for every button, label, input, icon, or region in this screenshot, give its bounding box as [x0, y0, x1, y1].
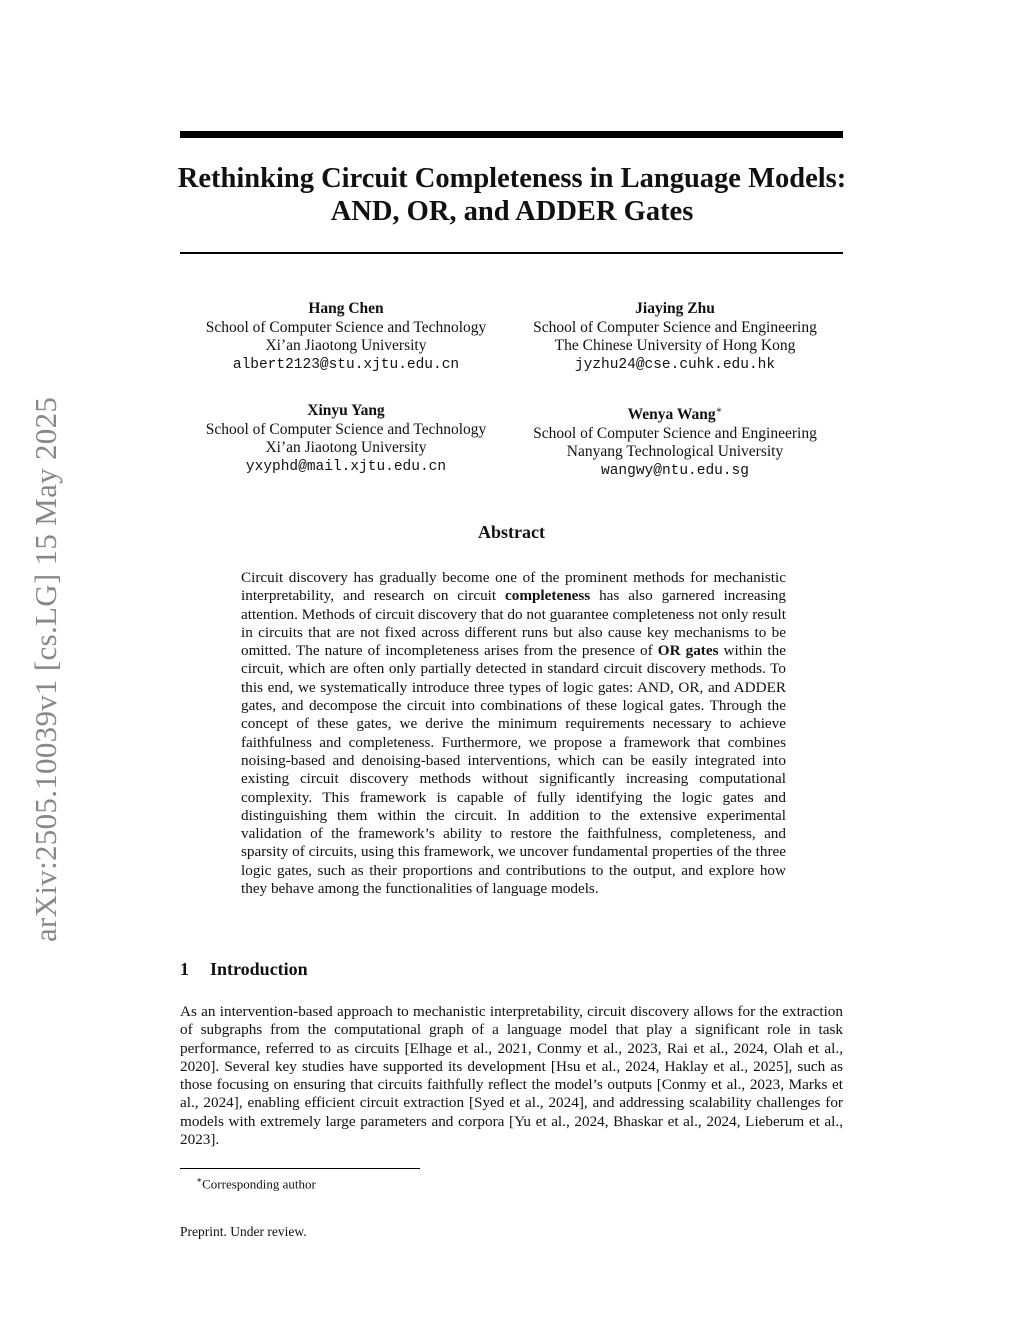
author-block — [495, 300, 855, 374]
paper-title — [160, 162, 864, 228]
footnote-text: Corresponding author — [202, 1176, 316, 1192]
author-email[interactable]: albert2123@stu.xjtu.edu.cn — [232, 356, 460, 373]
abstract-text: has also garnered increasing attention. Methods of circuit discovery that do not guarantee completeness not only result in circuits that are not fixed across different runs but also cause key mechanisms to be omitted. The nature of incompleteness arises from the presence of — [241, 587, 786, 660]
author-name: Xinyu Yang — [307, 402, 385, 419]
abstract-text: within the circuit, which are often only partially detected in standard circuit discovery methods. To this end, we systematically introduce three types of logic gates: AND, OR, and ADDER gates, and decompose the circuit into combinations of these logical gates. Through the concept of these gates, we derive the minimum requirements necessary to achieve faithfulness and completeness. Furthermore, we propose a framework that combines noising-based and denoising-based interventions, which can be easily integrated into existing circuit discovery methods without significantly increasing computational complexity. This framework is capable of fully identifying the logic gates and distinguishing them within the circuit. In addition to the extensive experimental validation of the framework’s ability to restore the faithfulness, completeness, and sparsity of circuits, using this framework, we uncover fundamental properties of the three logic gates, such as their proportions and contributions to the output, and explore how they behave among the functionalities of language models. — [241, 642, 786, 898]
corresponding-author-marker: ∗ — [715, 405, 723, 416]
section-title: Introduction — [210, 959, 308, 979]
author-email[interactable]: yxyphd@mail.xjtu.edu.cn — [245, 458, 447, 475]
introduction-paragraph: As an intervention-based approach to mechanistic interpretability, circuit discovery allows for the extraction of subgraphs from the computational graph of a language model that play a significant role in task performance, referred to as circuits [Elhage et al., 2021, Conmy et al., 2023, Rai et al., 2024, Olah et al., 2020]. Several key studies have supported its development [Hsu et al., 2024, Haklay et al., 2025], such as those focusing on ensuring that circuits faithfully reflect the model’s outputs [Conmy et al., 2023, Marks et al., 2024], enabling efficient circuit extraction [Syed et al., 2024], and addressing scalability challenges for models with extremely large parameters and corpora [Yu et al., 2024, Bhaskar et al., 2024, Lieberum et al., 2023]. — [180, 1003, 843, 1149]
author-block — [166, 402, 526, 476]
title-line-2: AND, OR, and ADDER Gates — [330, 196, 694, 227]
author-email[interactable]: wangwy@ntu.edu.sg — [601, 462, 749, 479]
footnote-marker: ∗ — [196, 1175, 203, 1185]
author-affiliation: School of Computer Science and Technology — [205, 420, 487, 438]
abstract-heading: Abstract — [478, 522, 545, 542]
section-number: 1 — [180, 959, 189, 979]
author-email[interactable]: jyzhu24@cse.cuhk.edu.hk — [574, 356, 776, 373]
author-name-line — [495, 402, 855, 425]
abstract-body — [241, 569, 786, 898]
author-block — [495, 402, 855, 480]
abstract-emphasis: OR gates — [657, 642, 719, 660]
abstract-emphasis: completeness — [505, 587, 591, 605]
author-name: Hang Chen — [308, 300, 384, 317]
preprint-notice: Preprint. Under review. — [180, 1224, 307, 1239]
arxiv-identifier: arXiv:2505.10039v1 [cs.LG] 15 May 2025 — [28, 396, 63, 942]
title-line-1: Rethinking Circuit Completeness in Language Models: — [177, 163, 847, 194]
author-institution: Xi’an Jiaotong University — [265, 439, 427, 456]
author-institution: Xi’an Jiaotong University — [265, 337, 427, 354]
author-affiliation: School of Computer Science and Engineering — [533, 318, 817, 336]
title-bottom-rule — [180, 252, 843, 254]
author-institution: Nanyang Technological University — [566, 443, 784, 461]
abstract-text: Circuit discovery has gradually become one of the prominent methods for mechanistic interpretability, and research on circuit — [241, 569, 786, 605]
footnote — [196, 1172, 316, 1192]
author-block — [166, 300, 526, 374]
footnote-rule — [180, 1168, 420, 1169]
author-institution: The Chinese University of Hong Kong — [554, 337, 796, 354]
author-affiliation: School of Computer Science and Technology — [205, 318, 487, 336]
title-top-rule — [180, 131, 843, 138]
author-affiliation: School of Computer Science and Engineering — [533, 424, 817, 442]
section-heading — [180, 959, 308, 980]
author-name: Jiaying Zhu — [635, 300, 715, 317]
author-name: Wenya Wang — [627, 406, 716, 424]
